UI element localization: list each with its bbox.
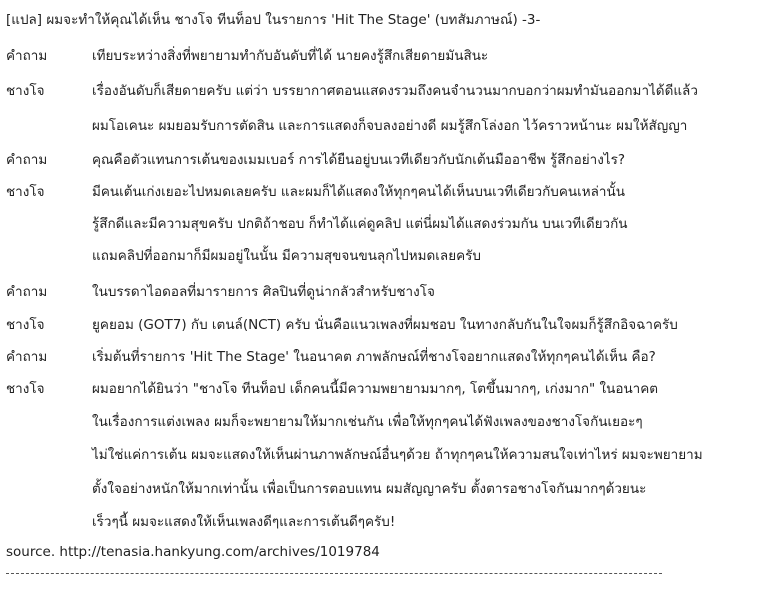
source-text: source. http://tenasia.hankyung.com/archives/1019784 xyxy=(6,544,380,560)
line-text: แถมคลิปที่ออกมาก็มีผมอยู่ในนั้น มีความสุขจนขนลุกไปหมดเลยครับ xyxy=(92,248,481,264)
line-text: มีคนเต้นเก่งเยอะไปหมดเลยครับ และผมก็ได้แสดงให้ทุกๆคนได้เห็นบนเวทีเดียวกับคนเหล่านั้น xyxy=(92,184,625,200)
speaker-label: ชางโจ xyxy=(6,317,45,333)
speaker-label: ชางโจ xyxy=(6,83,45,99)
line-text: เรื่องอันดับก็เสียดายครับ แต่ว่า บรรยากาศตอนแสดงรวมถึงคนจำนวนมากบอกว่าผมทำมันออกมาได้ดีแล้ว xyxy=(92,83,698,99)
line-text: ตั้งใจอย่างหนักให้มากเท่านั้น เพื่อเป็นการตอบแทน ผมสัญญาครับ ตั้งตารอชางโจกันมากๆด้วยนะ xyxy=(92,481,647,497)
dashed-divider xyxy=(6,573,662,574)
line-text: ในบรรดาไอดอลที่มารายการ ศิลปินที่ดูน่ากลัวสำหรับชางโจ xyxy=(92,284,435,300)
speaker-label: คำถาม xyxy=(6,284,48,300)
line-text: เร็วๆนี้ ผมจะแสดงให้เห็นเพลงดีๆและการเต้นดีๆครับ! xyxy=(92,514,396,530)
line-text: ในเรื่องการแต่งเพลง ผมก็จะพยายามให้มากเช่นกัน เพื่อให้ทุกๆคนได้ฟังเพลงของชางโจกันเยอะๆ xyxy=(92,414,643,430)
line-text: ผมอยากได้ยินว่า "ชางโจ ทีนท็อป เด็กคนนี้มีความพยายามมากๆ, โตขึ้นมากๆ, เก่งมาก" ในอนาคต xyxy=(92,381,659,397)
line-text: ผมโอเคนะ ผมยอมรับการตัดสิน และการแสดงก็จบลงอย่างดี ผมรู้สึกโล่งอก ไว้คราวหน้านะ ผมให้สัญญา xyxy=(92,118,688,134)
line-text: เทียบระหว่างสิ่งที่พยายามทำกับอันดับที่ได้ นายคงรู้สึกเสียดายมันสินะ xyxy=(92,48,489,64)
article-title: [แปล] ผมจะทำให้คุณได้เห็น ชางโจ ทีนท็อป ในรายการ 'Hit The Stage' (บทสัมภาษณ์) -3- xyxy=(6,12,541,28)
line-text: คุณคือตัวแทนการเต้นของเมมเบอร์ การได้ยืนอยู่บนเวทีเดียวกับนักเต้นมืออาชีพ รู้สึกอย่างไร? xyxy=(92,152,626,168)
speaker-label: คำถาม xyxy=(6,349,48,365)
line-text: รู้สึกดีและมีความสุขครับ ปกติถ้าชอบ ก็ทำได้แค่ดูคลิป แต่นี่ผมได้แสดงร่วมกัน บนเวทีเดียวกัน xyxy=(92,216,628,232)
speaker-label: ชางโจ xyxy=(6,381,45,397)
line-text: เริ่มต้นที่รายการ 'Hit The Stage' ในอนาคต ภาพลักษณ์ที่ชางโจอยากแสดงให้ทุกๆคนได้เห็น คือ? xyxy=(92,349,656,365)
speaker-label: คำถาม xyxy=(6,152,48,168)
speaker-label: ชางโจ xyxy=(6,184,45,200)
speaker-label: คำถาม xyxy=(6,48,48,64)
line-text: ไม่ใช่แค่การเต้น ผมจะแสดงให้เห็นผ่านภาพลักษณ์อื่นๆด้วย ถ้าทุกๆคนให้ความสนใจเท่าไหร่ ผมจะพยายาม xyxy=(92,447,703,463)
line-text: ยูคยอม (GOT7) กับ เตนล์(NCT) ครับ นั่นคือแนวเพลงที่ผมชอบ ในทางกลับกันในใจผมก็รู้สึกอิจฉาครับ xyxy=(92,317,678,333)
